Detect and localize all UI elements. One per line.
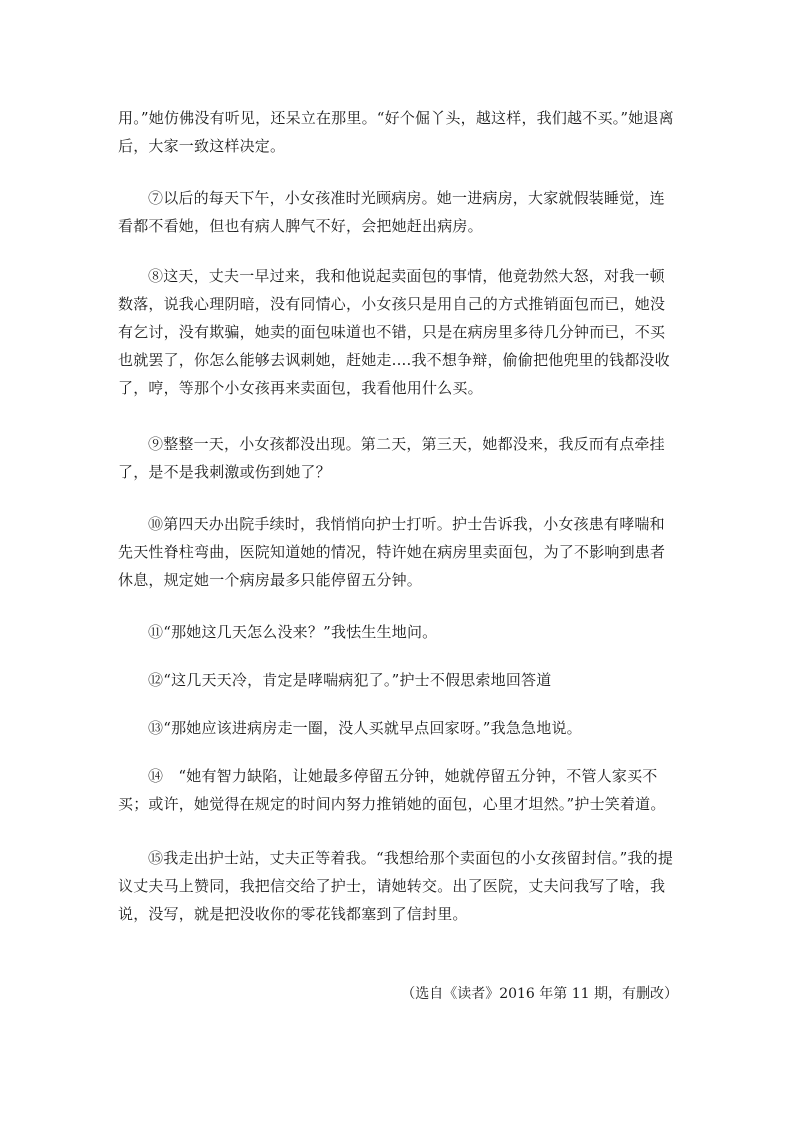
- paragraph-15: ⑮我走出护士站，丈夫正等着我。“我想给那个卖面包的小女孩留封信。”我的提议丈夫马上赞同，我把信交给了护士，请她转交。出了医院，丈夫问我写了啥，我说，没写，就是把没收你的零花钱都塞到了信封里。: [118, 849, 674, 923]
- paragraph-14: ⑭ “她有智力缺陷，让她最多停留五分钟，她就停留五分钟，不管人家买不买；或许，她觉得在规定的时间内努力推销她的面包，心里才坦然。”护士笑着道。: [118, 767, 666, 813]
- paragraph-10: ⑩第四天办出院手续时，我悄悄向护士打听。护士告诉我，小女孩患有哮喘和先天性脊柱弯曲，医院知道她的情况，特许她在病房里卖面包，为了不影响到患者休息，规定她一个病房最多只能停留五分钟。: [118, 515, 666, 589]
- paragraph-13: ⑬“那她应该进病房走一圈，没人买就早点回家呀。”我急急地说。: [148, 719, 582, 737]
- paragraph-8: ⑧这天，丈夫一早过来，我和他说起卖面包的事情，他竟勃然大怒，对我一顿数落，说我心理阴暗，没有同情心，小女孩只是用自己的方式推销面包而已，她没有乞讨，没有欺骗，她卖的面包味道也不错，只是在病房里多待几分钟而已，不买也就罢了，你怎么能够去讽刺她，赶她走....我不想争辩，偷偷把他兜里的钱都没收了，哼，等那个小女孩再来卖面包，我看他用什么买。: [118, 267, 670, 397]
- source-citation: （选自《读者》2016 年第 11 期，有删改）: [401, 986, 678, 1002]
- paragraph-12: ⑫“这几天天冷，肯定是哮喘病犯了。”护士不假思索地回答道: [148, 671, 552, 689]
- paragraph-7: ⑦以后的每天下午，小女孩准时光顾病房。她一进病房，大家就假装睡觉，连看都不看她，但也有病人脾气不好，会把她赶出病房。: [118, 189, 665, 235]
- paragraph-9: ⑨整整一天，小女孩都没出现。第二天，第三天，她都没来，我反而有点牵挂了，是不是我刺激或伤到她了？: [118, 435, 665, 481]
- paragraph-11: ⑪“那她这几天怎么没来？”我怯生生地问。: [148, 623, 438, 641]
- paragraph-continuation: 用。”她仿佛没有听见，还呆立在那里。“好个倔丫头，越这样，我们越不买。”她退离后，大家一致这样决定。: [118, 109, 674, 155]
